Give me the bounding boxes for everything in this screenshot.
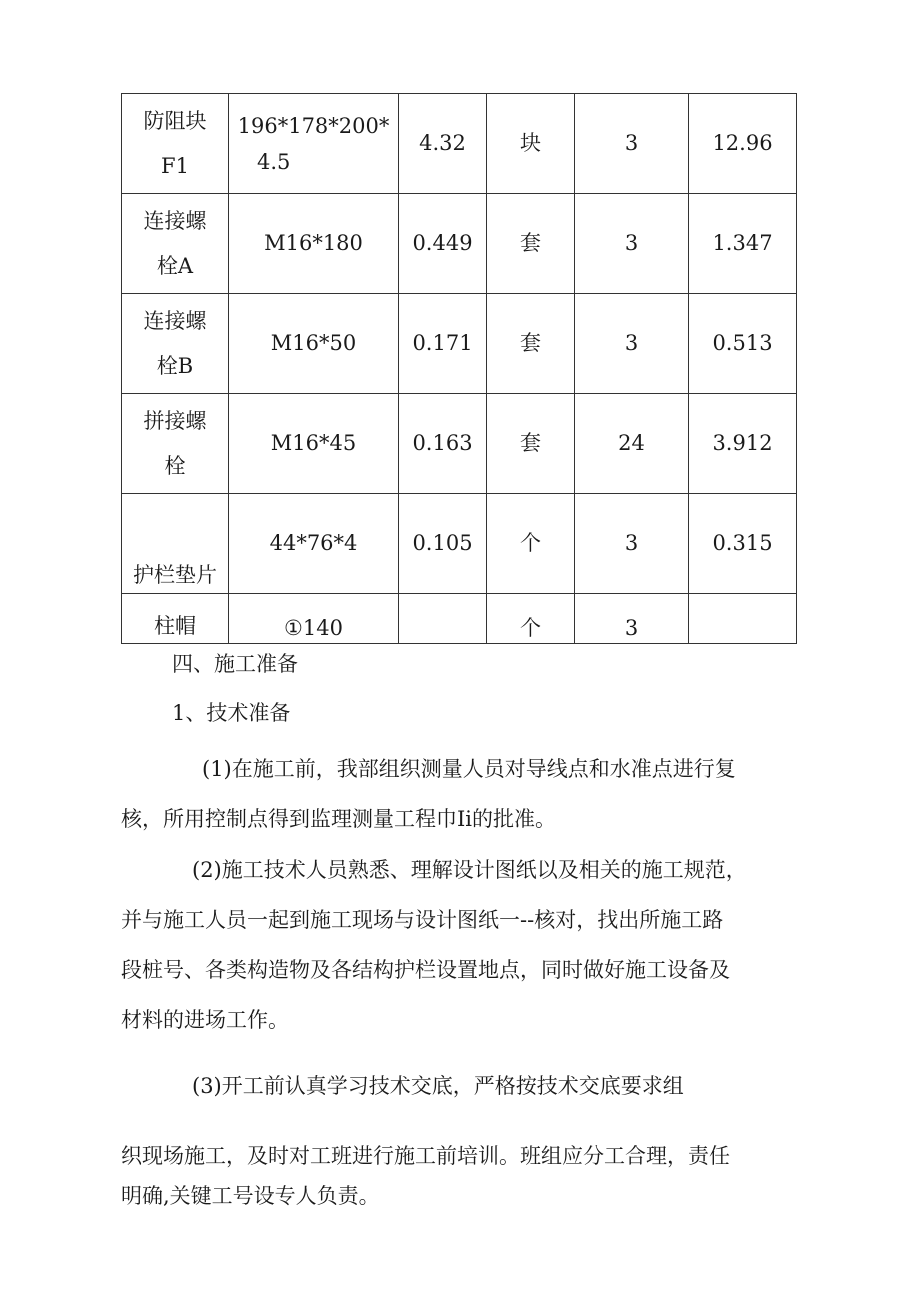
unit-cell: 个 — [487, 494, 575, 594]
paragraph-line: (3)开工前认真学习技术交底，严格按技术交底要求组 — [192, 1074, 684, 1098]
quantity-cell: 24 — [575, 394, 689, 494]
item-name-cell — [122, 594, 229, 644]
total-cell: 12.96 — [689, 94, 797, 194]
paragraph-line: 织现场施工，及时对工班进行施工前培训。班组应分工合理，责任 — [121, 1144, 730, 1168]
total-cell: 3.912 — [689, 394, 797, 494]
unit-weight-cell: 0.171 — [399, 294, 487, 394]
unit-cell: 套 — [487, 394, 575, 494]
item-name-line2: 栓B — [156, 354, 194, 378]
unit-weight-cell: 0.163 — [399, 394, 487, 494]
item-name-line2: 栓A — [156, 254, 194, 278]
paragraph-3 — [121, 1066, 801, 1216]
item-name-line1: 连接螺 — [143, 209, 207, 233]
paragraph-2 — [121, 845, 801, 1045]
table-row — [122, 294, 797, 394]
item-name-cell — [122, 94, 229, 194]
unit-weight-cell: 0.105 — [399, 494, 487, 594]
spec-cell: ①140 — [229, 594, 399, 644]
item-name-line1: 拼接螺 — [143, 409, 207, 433]
unit-cell: 套 — [487, 194, 575, 294]
unit-weight-cell: 4.32 — [399, 94, 487, 194]
spec-cell: M16*180 — [229, 194, 399, 294]
item-name-cell — [122, 494, 229, 594]
table-row — [122, 94, 797, 194]
section-heading: 四、施工准备 — [172, 652, 298, 676]
item-name-line1: 防阻块 — [143, 109, 207, 133]
spec-cell: 44*76*4 — [229, 494, 399, 594]
spec-cell: M16*45 — [229, 394, 399, 494]
table-row — [122, 494, 797, 594]
item-name-line2: 栓 — [164, 454, 186, 478]
paragraph-line: 并与施工人员一起到施工现场与设计图纸一--核对，找出所施工路 — [121, 908, 724, 932]
paragraph-line: (1)在施工前，我部组织测量人员对导线点和水准点进行复 — [202, 757, 736, 781]
unit-cell: 套 — [487, 294, 575, 394]
item-name-line2: F1 — [161, 154, 189, 178]
quantity-cell: 3 — [575, 594, 689, 644]
item-name-cell — [122, 294, 229, 394]
table-row — [122, 394, 797, 494]
quantity-cell: 3 — [575, 194, 689, 294]
spec-line1: 196*178*200* — [237, 113, 390, 138]
item-name-line1: 护栏垫片 — [133, 563, 217, 587]
unit-weight-cell: 0.449 — [399, 194, 487, 294]
spec-cell: M16*50 — [229, 294, 399, 394]
quantity-cell: 3 — [575, 494, 689, 594]
unit-cell: 块 — [487, 94, 575, 194]
table-row — [122, 594, 797, 644]
materials-table — [121, 93, 797, 644]
quantity-cell: 3 — [575, 94, 689, 194]
unit-cell: 个 — [487, 594, 575, 644]
total-cell — [689, 594, 797, 644]
item-name-cell — [122, 194, 229, 294]
item-name-line1: 连接螺 — [143, 309, 207, 333]
total-cell: 1.347 — [689, 194, 797, 294]
paragraph-line: 材料的进场工作。 — [121, 1008, 289, 1032]
paragraph-line: 明确,关键工号设专人负责。 — [121, 1184, 380, 1208]
paragraph-line: (2)施工技术人员熟悉、理解设计图纸以及相关的施工规范， — [192, 858, 747, 882]
subsection-heading: 1、技术准备 — [172, 701, 291, 725]
spec-line2: 4.5 — [257, 149, 291, 174]
paragraph-1 — [121, 744, 801, 844]
total-cell: 0.315 — [689, 494, 797, 594]
quantity-cell: 3 — [575, 294, 689, 394]
paragraph-line: 核，所用控制点得到监理测量工程巾Ii的批准。 — [121, 807, 557, 831]
paragraph-line: 段桩号、各类构造物及各结构护栏设置地点，同时做好施工设备及 — [121, 958, 730, 982]
unit-weight-cell — [399, 594, 487, 644]
item-name-cell — [122, 394, 229, 494]
table-row — [122, 194, 797, 294]
spec-cell — [229, 94, 399, 194]
item-name-line1: 柱帽 — [154, 614, 196, 638]
total-cell: 0.513 — [689, 294, 797, 394]
